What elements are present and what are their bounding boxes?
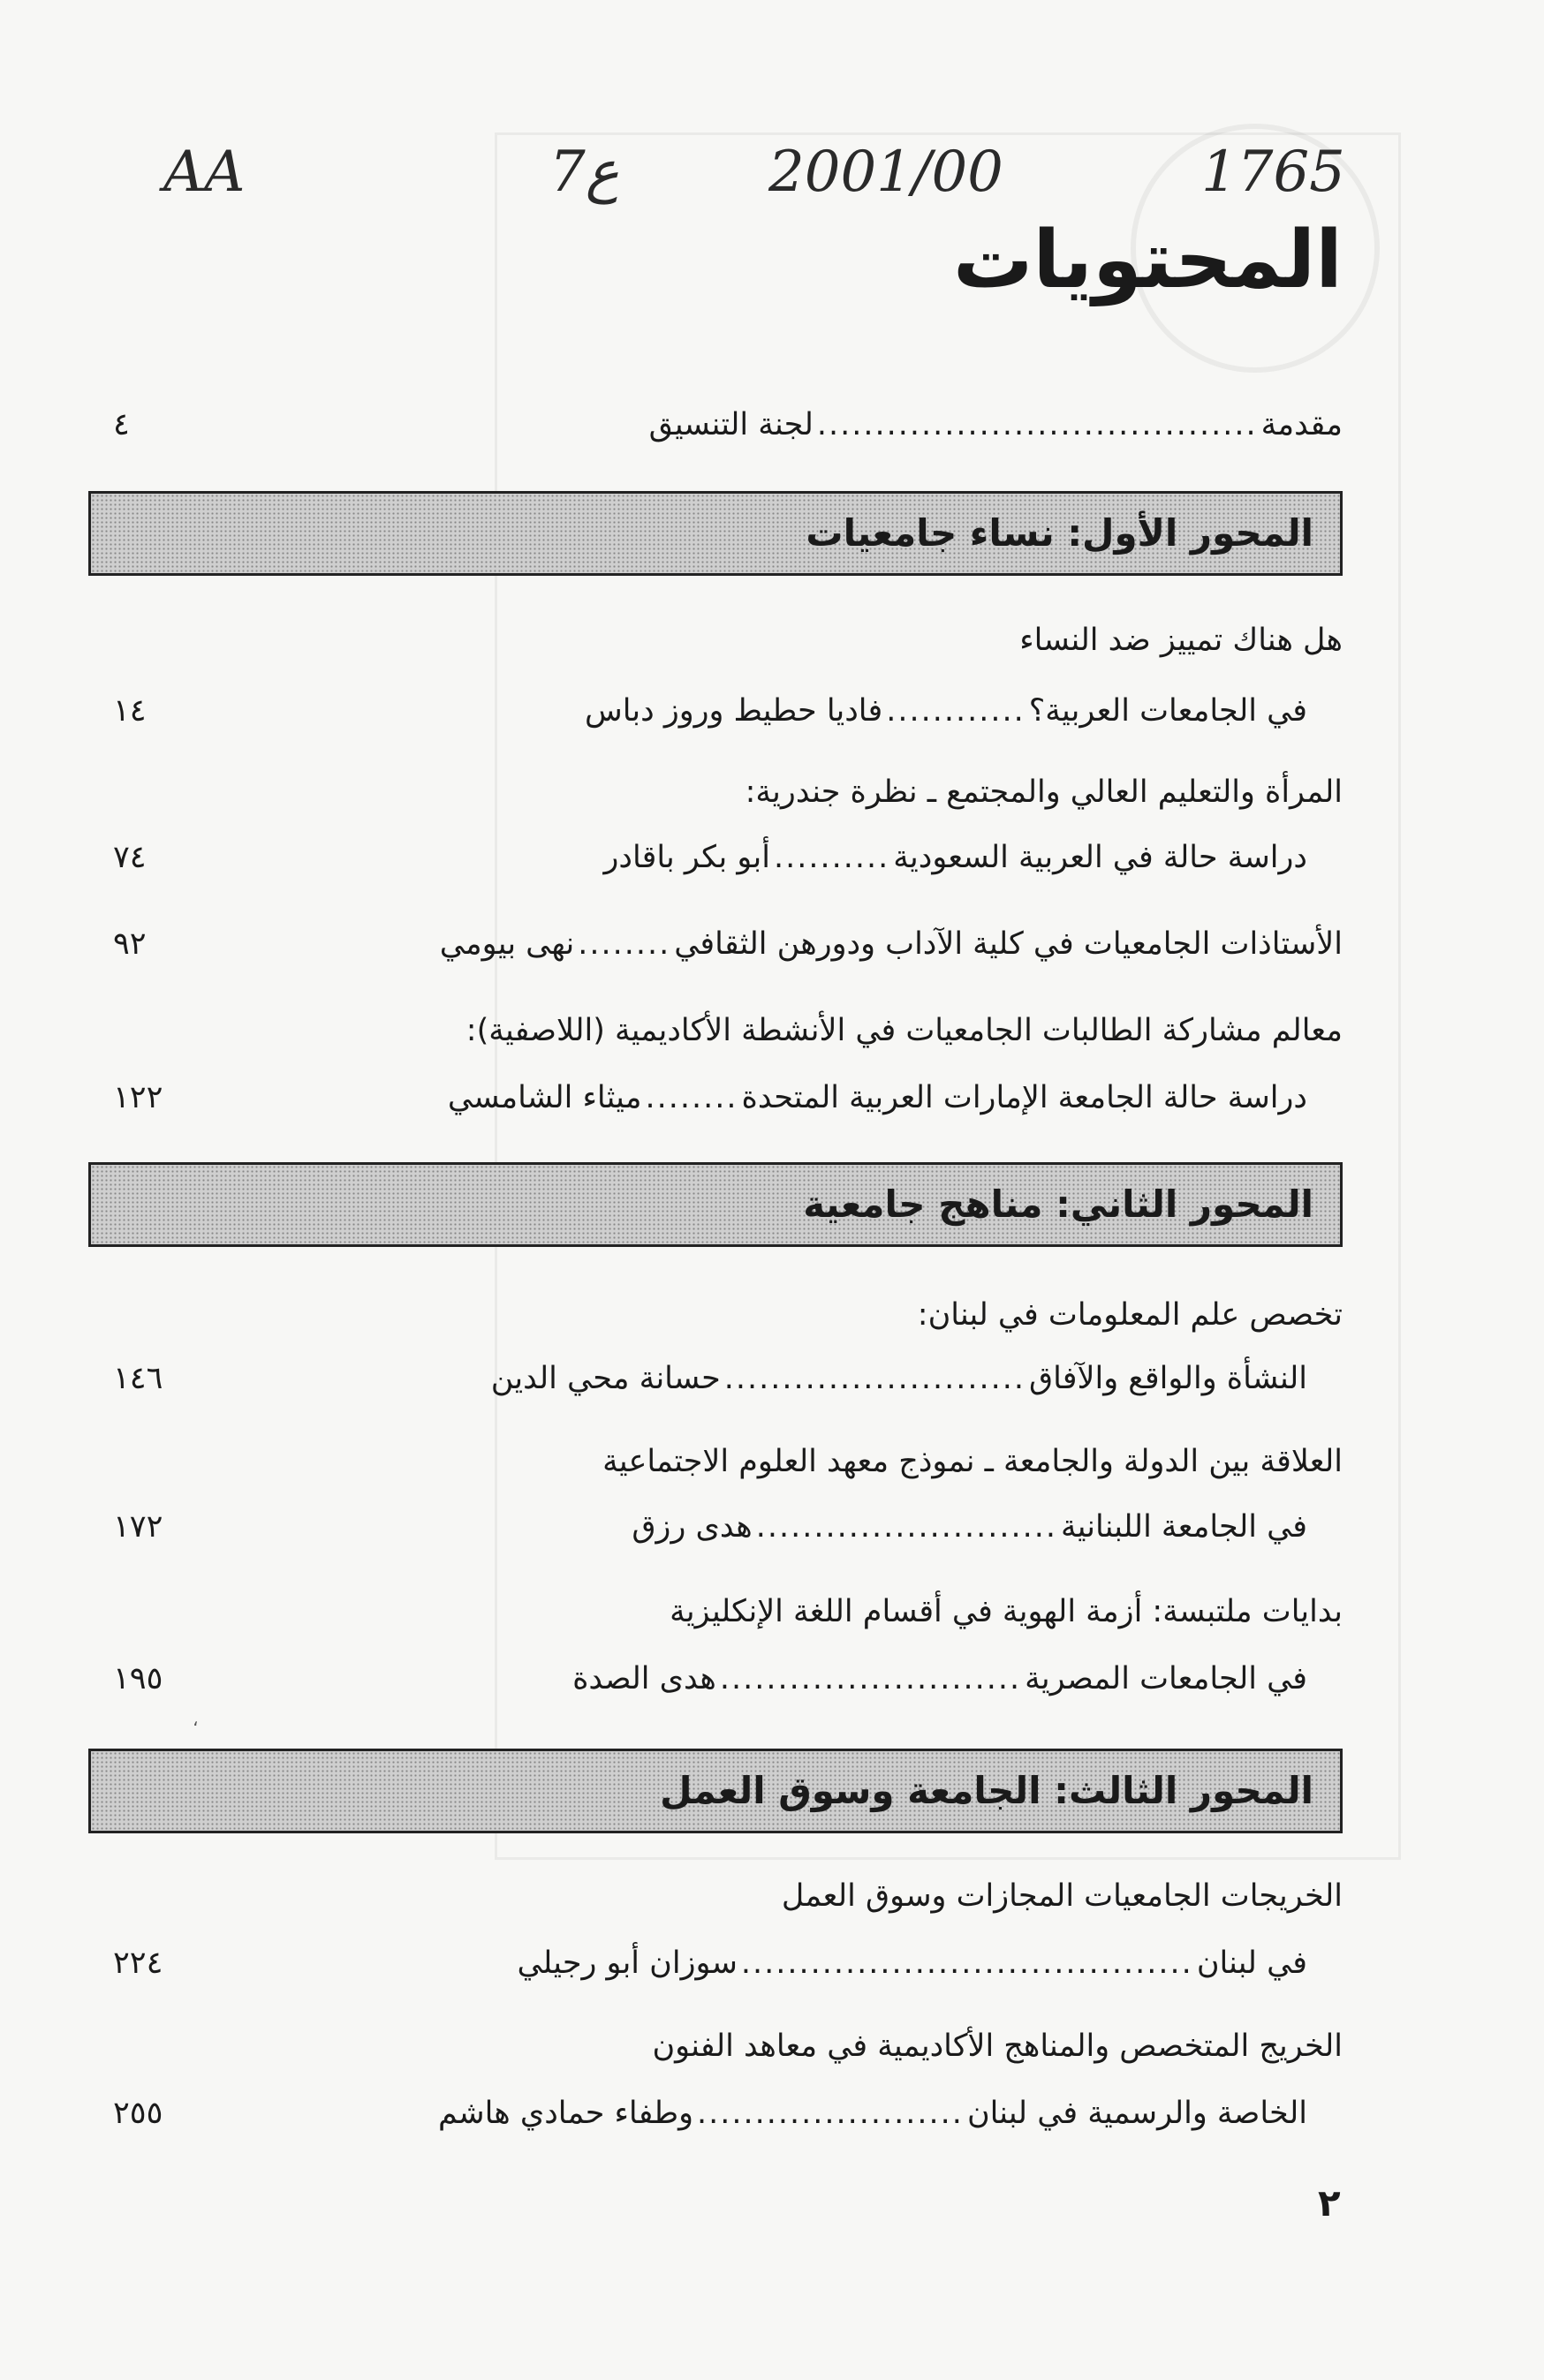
entry-page: ٩٢ <box>113 926 147 962</box>
entry-page: ٤ <box>113 407 130 442</box>
entry-lead: بدايات ملتبسة: أزمة الهوية في أقسام اللغة الإنكليزية <box>670 1594 1343 1629</box>
entry-author: لجنة التنسيق <box>648 407 814 442</box>
entry-label: دراسة حالة في العربية السعودية <box>893 840 1307 875</box>
toc-entry <box>113 1932 1307 1994</box>
toc-entry <box>113 1648 1307 1710</box>
entry-page: ٧٤ <box>113 840 147 875</box>
entry-label: مقدمة <box>1260 407 1343 442</box>
section-heading-2: المحور الثاني: مناهج جامعية <box>88 1162 1343 1247</box>
page-title: المحتويات <box>952 214 1343 306</box>
entry-lead: تخصص علم المعلومات في لبنان: <box>917 1297 1343 1333</box>
entry-leader: .......................... <box>755 1509 1057 1545</box>
entry-lead: الخريجات الجامعيات المجازات وسوق العمل <box>781 1878 1343 1914</box>
handwritten-note-left: AA <box>163 140 246 205</box>
entry-label: النشأة والواقع والآفاق <box>1028 1361 1307 1396</box>
section-heading-1: المحور الأول: نساء جامعيات <box>88 491 1343 576</box>
entry-leader: .......................... <box>723 1361 1026 1396</box>
entry-lead: العلاقة بين الدولة والجامعة ـ نموذج معهد العلوم الاجتماعية <box>602 1444 1343 1479</box>
handwritten-number: 2001/00 <box>768 140 1003 205</box>
page-number: ٢ <box>1318 2181 1341 2225</box>
section-heading-3: المحور الثالث: الجامعة وسوق العمل <box>88 1749 1343 1833</box>
scan-mark: ، <box>193 1709 199 1730</box>
entry-author: سوزان أبو رجيلي <box>517 1946 738 1981</box>
entry-page: ١٧٢ <box>113 1509 163 1545</box>
entry-label: في الجامعات العربية؟ <box>1028 693 1307 729</box>
entry-leader: .......... <box>773 840 890 875</box>
entry-lead: هل هناك تمييز ضد النساء <box>1019 623 1343 658</box>
toc-entry <box>113 2082 1307 2144</box>
entry-lead: معالم مشاركة الطالبات الجامعيات في الأنشطة الأكاديمية (اللاصفية): <box>465 1013 1343 1048</box>
entry-page: ١٢٢ <box>113 1080 163 1115</box>
toc-entry <box>113 913 1343 975</box>
entry-leader: ....................... <box>697 2096 964 2131</box>
entry-page: ١٤ <box>113 693 147 729</box>
toc-entry <box>113 827 1307 888</box>
entry-leader: .......................... <box>719 1661 1022 1696</box>
entry-label: دراسة حالة الجامعة الإمارات العربية المتحدة <box>741 1080 1307 1115</box>
entry-author: ميثاء الشامسي <box>447 1080 642 1115</box>
entry-label: في الجامعات المصرية <box>1025 1661 1307 1696</box>
toc-entry <box>113 1496 1307 1558</box>
entry-leader: ....................................... <box>740 1946 1193 1981</box>
toc-entry <box>113 1348 1307 1409</box>
entry-leader: ............ <box>886 693 1026 729</box>
entry-lead: المرأة والتعليم العالي والمجتمع ـ نظرة جندرية: <box>745 774 1343 810</box>
handwritten-code: 7ع <box>549 140 619 205</box>
handwritten-note-right: 1765 <box>1201 140 1345 205</box>
entry-leader: ........ <box>645 1080 738 1115</box>
entry-author: نهى بيومي <box>439 926 575 962</box>
entry-label: الأستاذات الجامعيات في كلية الآداب ودورهن الثقافي <box>674 926 1343 962</box>
entry-author: وطفاء حمادي هاشم <box>437 2096 694 2131</box>
entry-author: هدى رزق <box>632 1509 753 1545</box>
entry-label: في الجامعة اللبنانية <box>1060 1509 1307 1545</box>
toc-entry <box>113 680 1307 742</box>
entry-page: ٢٥٥ <box>113 2096 163 2131</box>
toc-entry-intro <box>113 394 1343 456</box>
entry-author: هدى الصدة <box>572 1661 716 1696</box>
entry-label: في لبنان <box>1196 1946 1307 1981</box>
entry-author: فاديا حطيط وروز دباس <box>584 693 883 729</box>
toc-entry <box>113 1067 1307 1129</box>
entry-page: ١٩٥ <box>113 1661 163 1696</box>
entry-lead: الخريج المتخصص والمناهج الأكاديمية في معاهد الفنون <box>652 2029 1343 2064</box>
entry-label: الخاصة والرسمية في لبنان <box>966 2096 1307 2131</box>
entry-leader: ...................................... <box>816 407 1258 442</box>
entry-author: أبو بكر باقادر <box>603 840 770 875</box>
entry-page: ٢٢٤ <box>113 1946 163 1981</box>
entry-author: حسانة محي الدين <box>490 1361 721 1396</box>
entry-page: ١٤٦ <box>113 1361 163 1396</box>
entry-leader: ........ <box>578 926 671 962</box>
